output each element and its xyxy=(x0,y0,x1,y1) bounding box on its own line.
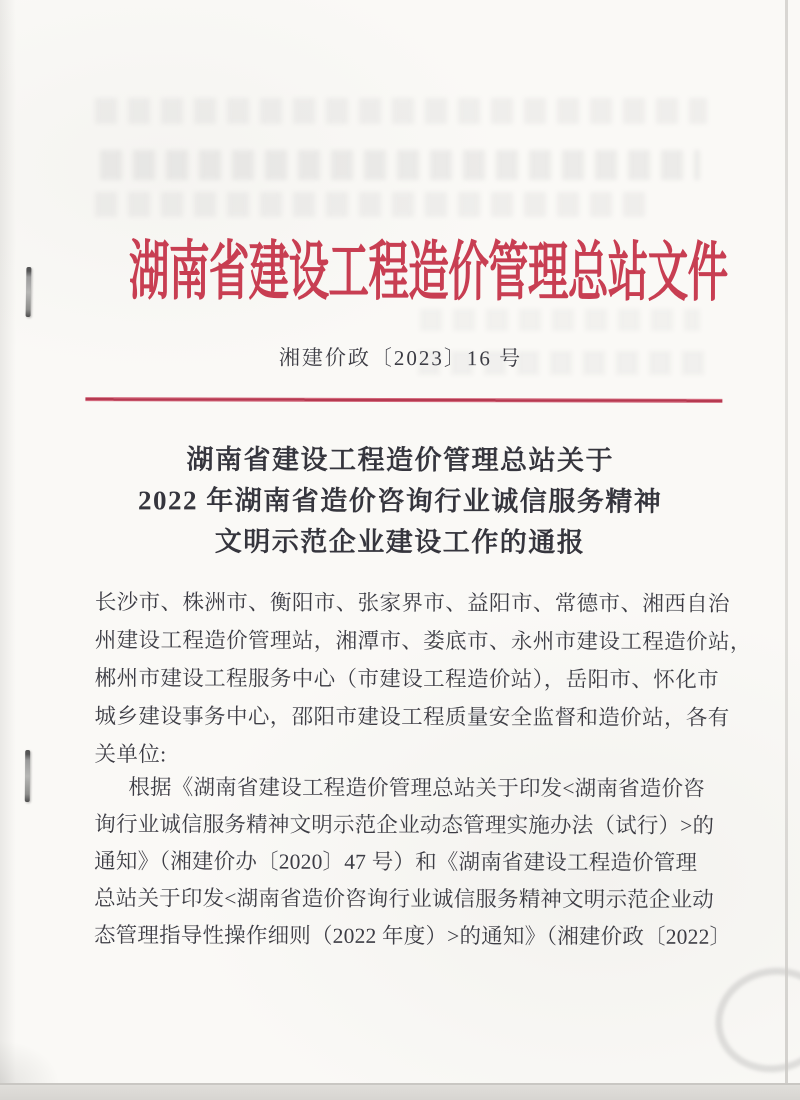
masthead-title xyxy=(1,223,800,309)
page-edge-right xyxy=(785,0,788,1085)
recipient-line: 关单位: xyxy=(94,742,167,767)
page-corner-shadow xyxy=(0,1040,60,1085)
page-edge-bottom xyxy=(0,1083,800,1100)
masthead-title-text: 湖南省建设工程造价管理总站文件 xyxy=(128,235,728,310)
recipient-line: 长沙市、株洲市、衡阳市、张家界市、益阳市、常德市、湘西自治 xyxy=(94,590,731,616)
recipient-line: 城乡建设事务中心，邵阳市建设工程质量安全监督和造价站，各有 xyxy=(94,704,730,730)
staple-top xyxy=(26,267,32,317)
document-title-line: 湖南省建设工程造价管理总站关于 xyxy=(186,444,615,476)
staple-bottom xyxy=(25,750,30,802)
body-line: 询行业诚信服务精神文明示范企业动态管理实施办法（试行）>的 xyxy=(94,812,715,838)
recipient-line: 州建设工程造价管理站，湘潭市、娄底市、永州市建设工程造价站， xyxy=(94,628,752,654)
recipient-line: 郴州市建设工程服务中心（市建设工程造价站），岳阳市、怀化市 xyxy=(94,666,720,692)
document-title-line: 2022 年湖南省造价咨询行业诚信服务精神 xyxy=(137,485,663,517)
document-title xyxy=(40,439,760,564)
red-separator-rule xyxy=(85,397,722,403)
body-line: 总站关于印发<湖南省造价咨询行业诚信服务精神文明示范企业动 xyxy=(94,886,715,912)
document-title-line: 文明示范企业建设工作的通报 xyxy=(214,526,586,558)
doc-number: 湘建价政〔2023〕16 号 xyxy=(278,345,523,371)
body-line: 根据《湖南省建设工程造价管理总站关于印发<湖南省造价咨 xyxy=(128,775,705,801)
body-paragraph xyxy=(93,769,732,956)
body-line: 通知》（湘建价办〔2020〕47 号）和《湖南省建设工程造价管理 xyxy=(94,849,698,875)
page-edge-left-shadow xyxy=(0,0,16,1085)
body-line: 态管理指导性操作细则（2022 年度）>的通知》（湘建价政〔2022〕 xyxy=(93,923,732,949)
recipients-paragraph xyxy=(94,583,752,775)
